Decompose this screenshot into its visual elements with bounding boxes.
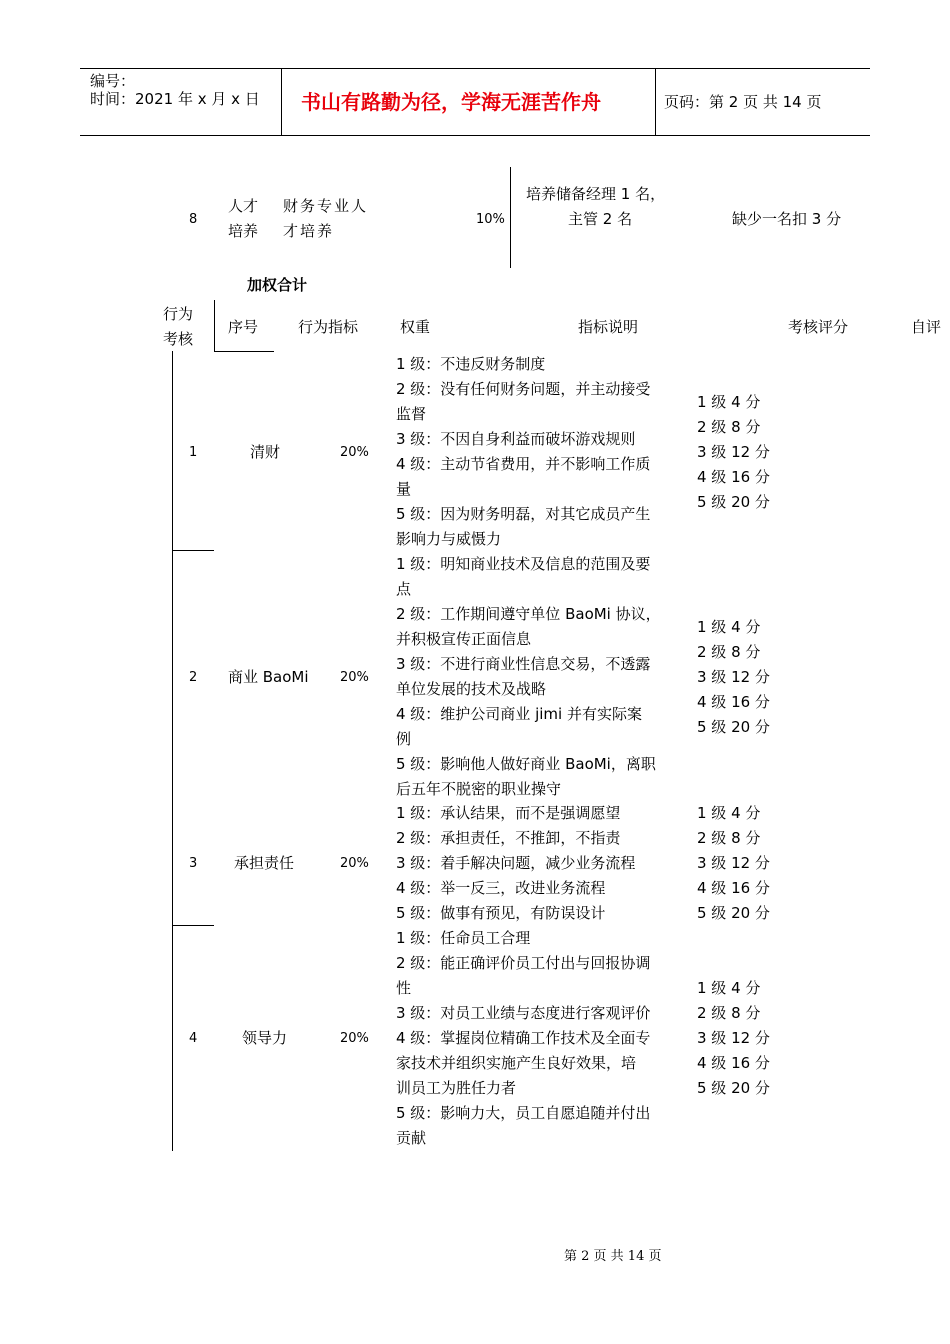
description-line: 后五年不脱密的职业操守 — [396, 780, 562, 798]
row-index: 3 — [189, 856, 198, 871]
row8-index: 8 — [189, 212, 198, 227]
score-line: 3 级 12 分 — [697, 1029, 770, 1047]
description-line: 1 级：明知商业技术及信息的范围及要 — [396, 555, 651, 573]
row-index: 2 — [189, 670, 198, 685]
row-scores — [697, 976, 770, 1101]
description-line: 家技术并组织实施产生良好效果，培 — [396, 1054, 637, 1072]
score-line: 2 级 8 分 — [697, 643, 761, 661]
header-bottom-border — [80, 135, 870, 136]
score-line: 2 级 8 分 — [697, 829, 761, 847]
row-weight: 20% — [340, 670, 369, 685]
description-line: 5 级：做事有预见，有防误设计 — [396, 904, 606, 922]
score-line: 4 级 16 分 — [697, 879, 770, 897]
description-line: 2 级：工作期间遵守单位 BaoMi 协议， — [396, 605, 661, 623]
row-index: 4 — [189, 1031, 198, 1046]
column-header: 权重 — [400, 318, 431, 336]
header-cell-border-bottom — [214, 351, 274, 352]
row8-category-line: 人才 — [228, 197, 259, 215]
description-line: 2 级：能正确评价员工付出与回报协调 — [396, 954, 651, 972]
description-line: 3 级：对员工业绩与态度进行客观评价 — [396, 1004, 651, 1022]
row-weight: 20% — [340, 445, 369, 460]
row8-description-line: 培养储备经理 1 名， — [526, 185, 666, 203]
row8-indicator — [283, 194, 368, 244]
table-left-border — [172, 351, 173, 1151]
section-label-line: 考核 — [163, 330, 194, 348]
header-divider-right — [655, 68, 656, 136]
description-line: 例 — [396, 730, 412, 748]
description-line: 4 级：维护公司商业 jimi 并有实际案 — [396, 705, 642, 723]
row-description — [396, 801, 635, 926]
description-line: 1 级：任命员工合理 — [396, 929, 531, 947]
score-line: 3 级 12 分 — [697, 668, 770, 686]
description-line: 5 级：影响力大，员工自愿追随并付出 — [396, 1104, 651, 1122]
row-indicator: 清财 — [250, 443, 281, 461]
description-line: 3 级：不因自身利益而破坏游戏规则 — [396, 430, 636, 448]
description-line: 贡献 — [396, 1129, 427, 1147]
row8-indicator-line: 才培养 — [283, 222, 335, 240]
row-scores — [697, 615, 770, 740]
row8-weight: 10% — [476, 212, 505, 227]
description-line: 3 级：不进行商业性信息交易，不透露 — [396, 655, 651, 673]
description-line: 1 级：不违反财务制度 — [396, 355, 546, 373]
description-line: 1 级：承认结果，而不是强调愿望 — [396, 804, 621, 822]
score-line: 1 级 4 分 — [697, 804, 761, 822]
row8-description — [526, 182, 665, 232]
section-label-line: 行为 — [163, 305, 194, 323]
row-description — [396, 552, 661, 802]
description-line: 4 级：举一反三，改进业务流程 — [396, 879, 606, 897]
header-cell-border — [214, 300, 215, 351]
row8-scoring: 缺少一名扣 3 分 — [732, 210, 842, 228]
description-line: 训员工为胜任力者 — [396, 1079, 517, 1097]
doc-number-label: 编号： — [90, 72, 136, 90]
description-line: 量 — [396, 480, 412, 498]
description-line: 4 级：主动节省费用，并不影响工作质 — [396, 455, 651, 473]
score-line: 1 级 4 分 — [697, 393, 761, 411]
description-line: 3 级：着手解决问题，减少业务流程 — [396, 854, 636, 872]
description-line: 5 级：影响他人做好商业 BaoMi，离职 — [396, 755, 656, 773]
score-line: 3 级 12 分 — [697, 443, 770, 461]
row-indicator: 领导力 — [242, 1029, 288, 1047]
weighted-total-label: 加权合计 — [247, 276, 308, 294]
description-line: 点 — [396, 580, 412, 598]
row8-category — [228, 194, 258, 244]
score-line: 2 级 8 分 — [697, 1004, 761, 1022]
row-weight: 20% — [340, 856, 369, 871]
row-scores — [697, 801, 770, 926]
row-weight: 20% — [340, 1031, 369, 1046]
page-footer: 第 2 页 共 14 页 — [564, 1249, 662, 1264]
row8-category-line: 培养 — [228, 222, 259, 240]
description-line: 5 级：因为财务明磊，对其它成员产生 — [396, 505, 651, 523]
description-line: 并积极宣传正面信息 — [396, 630, 532, 648]
description-line: 2 级：承担责任，不推卸，不指责 — [396, 829, 621, 847]
row-separator — [172, 925, 214, 926]
score-line: 3 级 12 分 — [697, 854, 770, 872]
column-header: 行为指标 — [298, 318, 359, 336]
row8-description-line: 主管 2 名 — [568, 210, 633, 228]
row-description — [396, 352, 650, 552]
score-line: 4 级 16 分 — [697, 468, 770, 486]
row-description — [396, 926, 650, 1151]
score-line: 5 级 20 分 — [697, 493, 770, 511]
score-line: 5 级 20 分 — [697, 904, 770, 922]
page-indicator: 页码：第 2 页 共 14 页 — [664, 93, 822, 111]
column-header: 考核评分 — [788, 318, 849, 336]
header-motto: 书山有路勤为径，学海无涯苦作舟 — [301, 90, 601, 114]
header-divider-left — [281, 68, 282, 136]
column-header: 序号 — [228, 318, 259, 336]
row-indicator: 承担责任 — [234, 854, 295, 872]
header-top-border — [80, 68, 870, 69]
description-line: 2 级：没有任何财务问题，并主动接受 — [396, 380, 651, 398]
description-line: 影响力与威慑力 — [396, 530, 502, 548]
description-line: 性 — [396, 979, 412, 997]
section-label — [163, 302, 193, 352]
score-line: 5 级 20 分 — [697, 1079, 770, 1097]
column-header: 指标说明 — [578, 318, 639, 336]
score-line: 5 级 20 分 — [697, 718, 770, 736]
row-separator — [172, 550, 214, 551]
description-line: 监督 — [396, 405, 427, 423]
description-line: 单位发展的技术及战略 — [396, 680, 547, 698]
score-line: 4 级 16 分 — [697, 1054, 770, 1072]
score-line: 4 级 16 分 — [697, 693, 770, 711]
row8-indicator-line: 财务专业人 — [283, 197, 369, 215]
score-line: 1 级 4 分 — [697, 618, 761, 636]
description-line: 4 级：掌握岗位精确工作技术及全面专 — [396, 1029, 651, 1047]
row-scores — [697, 390, 770, 515]
doc-date-label: 时间：2021 年 x 月 x 日 — [90, 90, 260, 108]
score-line: 2 级 8 分 — [697, 418, 761, 436]
column-header: 自评 — [911, 318, 942, 336]
score-line: 1 级 4 分 — [697, 979, 761, 997]
row8-divider — [510, 167, 511, 268]
row-indicator: 商业 BaoMi — [228, 668, 309, 686]
row-index: 1 — [189, 445, 198, 460]
